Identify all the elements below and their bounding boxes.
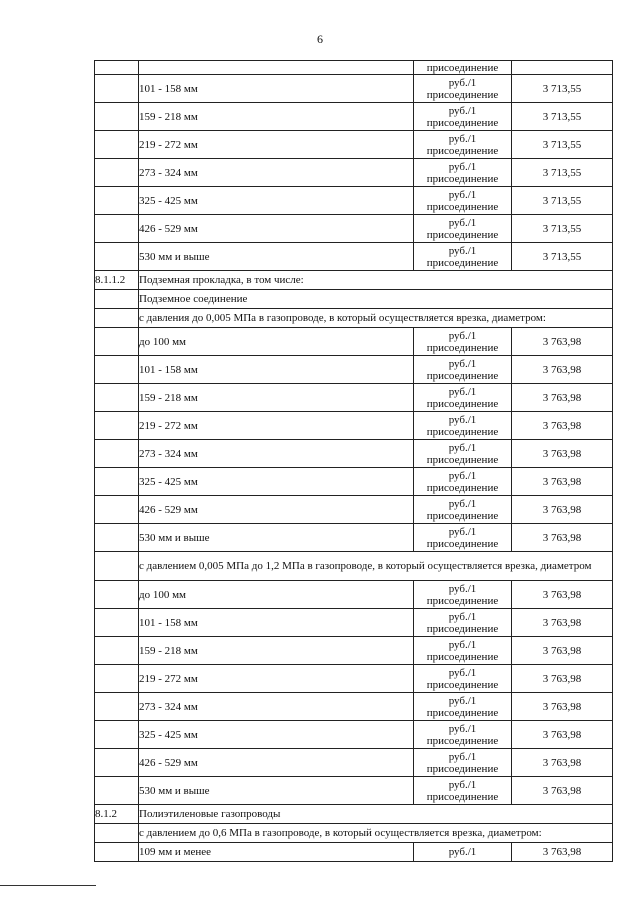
unit-cell (414, 637, 512, 665)
unit-cell: присоединение (414, 61, 512, 75)
row-number-cell (95, 187, 139, 215)
table-row (95, 468, 613, 496)
unit-line-2: присоединение (426, 341, 499, 354)
unit-cell (414, 215, 512, 243)
diameter-label: 219 - 272 мм (139, 412, 414, 440)
sub-heading: Подземное соединение (139, 290, 613, 309)
row-number-cell (95, 843, 139, 862)
unit-cell (414, 103, 512, 131)
unit-line-2: присоединение (426, 172, 499, 185)
diameter-label: 325 - 425 мм (139, 187, 414, 215)
unit-line-1: руб./1 (448, 244, 477, 257)
row-number-cell (95, 749, 139, 777)
table-row (95, 243, 613, 271)
price-value: 3 763,98 (512, 412, 613, 440)
price-value: 3 713,55 (512, 103, 613, 131)
section-row (95, 805, 613, 824)
row-number-cell (95, 665, 139, 693)
row-number-cell (95, 552, 139, 581)
row-number-cell (95, 777, 139, 805)
table-row (95, 637, 613, 665)
row-number-cell (95, 496, 139, 524)
price-value: 3 713,55 (512, 75, 613, 103)
section-title: Подземная прокладка, в том числе: (139, 271, 613, 290)
unit-line-1: руб./1 (448, 216, 477, 229)
price-value: 3 713,55 (512, 131, 613, 159)
price-value: 3 763,98 (512, 749, 613, 777)
price-value: 3 713,55 (512, 243, 613, 271)
table-row (95, 103, 613, 131)
diameter-label: 159 - 218 мм (139, 103, 414, 131)
diameter-label: 101 - 158 мм (139, 609, 414, 637)
table-row (95, 356, 613, 384)
row-number-cell (95, 609, 139, 637)
unit-line-1: руб./1 (448, 722, 477, 735)
unit-line-1: руб./1 (448, 441, 477, 454)
price-value: 3 763,98 (512, 581, 613, 609)
pressure-heading: с давлением 0,005 МПа до 1,2 МПа в газопроводе, в который осуществляется врезка, диаметром (139, 552, 613, 581)
table-row (95, 61, 613, 75)
unit-line-2: присоединение (426, 594, 499, 607)
price-value: 3 763,98 (512, 693, 613, 721)
section-number: 8.1.2 (95, 805, 139, 824)
row-number-cell (95, 309, 139, 328)
unit-line-1: руб./1 (448, 385, 477, 398)
pressure-heading: с давления до 0,005 МПа в газопроводе, в который осуществляется врезка, диаметром: (139, 309, 613, 328)
unit-line-2: присоединение (426, 144, 499, 157)
unit-cell (414, 159, 512, 187)
unit-line-2: присоединение (426, 481, 499, 494)
price-value: 3 763,98 (512, 384, 613, 412)
section-row (95, 290, 613, 309)
unit-line-1: руб./1 (448, 469, 477, 482)
unit-cell (414, 243, 512, 271)
unit-line-2: присоединение (426, 706, 499, 719)
diameter-label: до 100 мм (139, 328, 414, 356)
table-row (95, 777, 613, 805)
row-number-cell (95, 131, 139, 159)
unit-cell (414, 609, 512, 637)
row-number-cell (95, 637, 139, 665)
diameter-label: 109 мм и менее (139, 843, 414, 862)
table-row (95, 159, 613, 187)
table-row (95, 665, 613, 693)
diameter-label: 219 - 272 мм (139, 665, 414, 693)
unit-line-2: присоединение (426, 762, 499, 775)
row-number-cell (95, 159, 139, 187)
price-value: 3 763,98 (512, 440, 613, 468)
unit-line-1: руб./1 (448, 497, 477, 510)
table-row (95, 693, 613, 721)
unit-line-2: присоединение (426, 369, 499, 382)
unit-cell (414, 440, 512, 468)
diameter-label: 273 - 324 мм (139, 440, 414, 468)
table-row (95, 609, 613, 637)
table-row (95, 131, 613, 159)
row-number-cell (95, 412, 139, 440)
unit-cell (414, 131, 512, 159)
diameter-label: 273 - 324 мм (139, 159, 414, 187)
table-row (95, 843, 613, 862)
unit-cell (414, 665, 512, 693)
unit-cell (414, 581, 512, 609)
unit-line-2: присоединение (426, 734, 499, 747)
unit-line-1: руб./1 (448, 160, 477, 173)
row-number-cell (95, 384, 139, 412)
tariff-table (94, 60, 613, 862)
row-number-cell (95, 721, 139, 749)
unit-line-1: руб./1 (448, 778, 477, 791)
price-value: 3 713,55 (512, 215, 613, 243)
row-number-cell (95, 243, 139, 271)
unit-cell (414, 693, 512, 721)
unit-cell (414, 749, 512, 777)
unit-cell (414, 328, 512, 356)
unit-cell (414, 412, 512, 440)
footnote-divider (0, 885, 96, 886)
unit-line-2: присоединение (426, 453, 499, 466)
row-number-cell (95, 290, 139, 309)
unit-line-2: присоединение (426, 790, 499, 803)
table-row (95, 328, 613, 356)
price-value: 3 763,98 (512, 524, 613, 552)
unit-cell (414, 384, 512, 412)
unit-line-1: руб./1 (448, 582, 477, 595)
diameter-label: 530 мм и выше (139, 777, 414, 805)
table-row (95, 440, 613, 468)
diameter-label: 426 - 529 мм (139, 749, 414, 777)
price-value: 3 763,98 (512, 328, 613, 356)
unit-line-2: присоединение (426, 256, 499, 269)
diameter-label: 530 мм и выше (139, 243, 414, 271)
price-value: 3 763,98 (512, 496, 613, 524)
unit-line-1: руб./1 (448, 329, 477, 342)
unit-line-1: руб./1 (448, 694, 477, 707)
table-row (95, 412, 613, 440)
unit-cell (414, 356, 512, 384)
page-number: 6 (317, 32, 323, 46)
unit-line-1: руб./1 (448, 525, 477, 538)
unit-cell (414, 524, 512, 552)
row-number-cell (95, 581, 139, 609)
price-value: 3 763,98 (512, 468, 613, 496)
unit-line-2: присоединение (426, 228, 499, 241)
table-row (95, 187, 613, 215)
section-number: 8.1.1.2 (95, 271, 139, 290)
unit-line-1: руб./1 (448, 666, 477, 679)
unit-line-1: руб./1 (448, 132, 477, 145)
table-row (95, 749, 613, 777)
unit-line-2: присоединение (426, 509, 499, 522)
unit-line-2: присоединение (426, 200, 499, 213)
diameter-label: 325 - 425 мм (139, 721, 414, 749)
price-value: 3 763,98 (512, 721, 613, 749)
price-value: 3 763,98 (512, 665, 613, 693)
row-number-cell (95, 215, 139, 243)
section-row (95, 309, 613, 328)
unit-cell (414, 496, 512, 524)
diameter-label: 325 - 425 мм (139, 468, 414, 496)
table-row (95, 524, 613, 552)
table-row (95, 581, 613, 609)
diameter-label: 273 - 324 мм (139, 693, 414, 721)
diameter-label: 101 - 158 мм (139, 75, 414, 103)
table-row (95, 75, 613, 103)
price-value: 3 763,98 (512, 777, 613, 805)
price-value: 3 763,98 (512, 356, 613, 384)
price-value: 3 763,98 (512, 609, 613, 637)
row-number-cell (95, 328, 139, 356)
unit-line-1: руб./1 (448, 76, 477, 89)
diameter-label: 219 - 272 мм (139, 131, 414, 159)
row-number-cell (95, 693, 139, 721)
row-number-cell (95, 468, 139, 496)
unit-line-1: руб./1 (448, 413, 477, 426)
unit-line-2: присоединение (426, 425, 499, 438)
diameter-label: 159 - 218 мм (139, 637, 414, 665)
unit-line-2: присоединение (426, 650, 499, 663)
table-row (95, 721, 613, 749)
pressure-heading: с давлением до 0,6 МПа в газопроводе, в который осуществляется врезка, диаметром: (139, 824, 613, 843)
row-number-cell (95, 75, 139, 103)
section-row (95, 271, 613, 290)
unit-line-2: присоединение (426, 88, 499, 101)
diameter-label: 426 - 529 мм (139, 496, 414, 524)
section-title: Полиэтиленовые газопроводы (139, 805, 613, 824)
diameter-label: 530 мм и выше (139, 524, 414, 552)
table-row (95, 215, 613, 243)
unit-cell (414, 468, 512, 496)
diameter-label: 101 - 158 мм (139, 356, 414, 384)
section-row (95, 552, 613, 581)
price-value: 3 713,55 (512, 187, 613, 215)
row-number-cell (95, 524, 139, 552)
table-row (95, 384, 613, 412)
unit-cell (414, 777, 512, 805)
section-row (95, 824, 613, 843)
diameter-label: 426 - 529 мм (139, 215, 414, 243)
unit-line-2: присоединение (426, 622, 499, 635)
diameter-label: 159 - 218 мм (139, 384, 414, 412)
row-number-cell (95, 356, 139, 384)
unit-line-2: присоединение (426, 678, 499, 691)
unit-cell: руб./1 (414, 843, 512, 862)
row-number-cell (95, 440, 139, 468)
unit-line-1: руб./1 (448, 638, 477, 651)
unit-line-2: присоединение (426, 397, 499, 410)
unit-line-1: руб./1 (448, 750, 477, 763)
unit-cell (414, 75, 512, 103)
price-value: 3 763,98 (512, 637, 613, 665)
unit-line-1: руб./1 (448, 188, 477, 201)
table-row (95, 496, 613, 524)
unit-line-1: руб./1 (448, 357, 477, 370)
unit-line-1: руб./1 (448, 610, 477, 623)
unit-line-2: присоединение (426, 116, 499, 129)
unit-cell (414, 187, 512, 215)
unit-cell (414, 721, 512, 749)
row-number-cell (95, 824, 139, 843)
price-value: 3 713,55 (512, 159, 613, 187)
row-number-cell (95, 103, 139, 131)
unit-line-2: присоединение (426, 537, 499, 550)
price-value: 3 763,98 (512, 843, 613, 862)
diameter-label: до 100 мм (139, 581, 414, 609)
unit-line-1: руб./1 (448, 104, 477, 117)
